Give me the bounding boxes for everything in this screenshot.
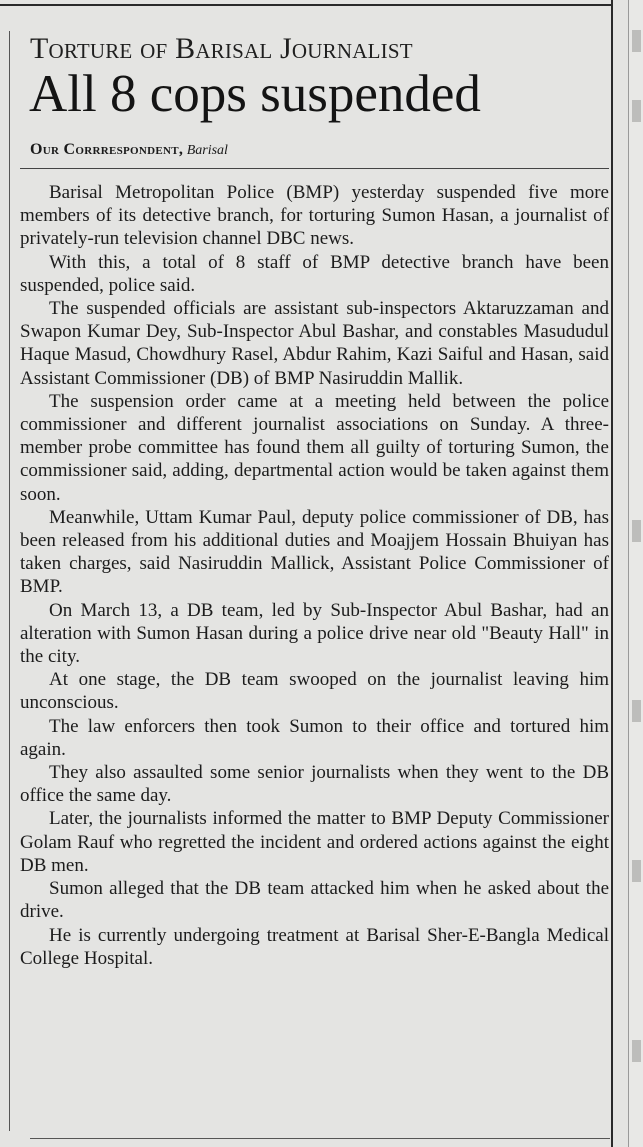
left-column-rule [9, 31, 10, 1131]
article-paragraph: The suspension order came at a meeting held between the police commissioner and different journalist associations on Sunday. A three-member probe committee has found them all guilty of torturing Sumon, the commissioner said, adding, departmental action would be taken against them soon. [20, 390, 609, 505]
article-paragraph: At one stage, the DB team swooped on the journalist leaving him unconscious. [20, 669, 609, 714]
article-kicker: Torture of Barisal Journalist [30, 32, 413, 65]
article-body [20, 181, 609, 970]
article-paragraph: They also assaulted some senior journalists when they went to the DB office the same day. [20, 762, 609, 807]
byline-author: Our Corrrespondent, [30, 141, 184, 158]
adjacent-column-edge [628, 0, 643, 1147]
edge-mark [632, 30, 641, 52]
news-article [20, 28, 610, 970]
article-paragraph: Meanwhile, Uttam Kumar Paul, deputy police commissioner of DB, has been released from his additional duties and Moajjem Hossain Bhuiyan has taken charges, said Nasiruddin Mallick, Assistant Police Commissioner of BMP. [20, 506, 609, 598]
article-headline: All 8 cops suspended [29, 65, 481, 123]
bottom-rule [30, 1138, 610, 1139]
edge-mark [632, 520, 641, 542]
article-paragraph: The suspended officials are assistant sub-inspectors Aktaruzzaman and Swapon Kumar Dey, Sub-Inspector Abul Bashar, and constables Masududul Haque Masud, Chowdhury Rasel, Abdur Rahim, Kazi Saiful and Hasan, said Assistant Commissioner (DB) of BMP Nasiruddin Mallik. [20, 298, 609, 389]
article-paragraph: With this, a total of 8 staff of BMP detective branch have been suspended, police said. [20, 251, 609, 296]
top-column-rule [0, 4, 612, 6]
edge-mark [632, 700, 641, 722]
right-column-rule [611, 0, 613, 1147]
edge-mark [632, 1040, 641, 1062]
edge-mark [632, 860, 641, 882]
article-paragraph: Sumon alleged that the DB team attacked him when he asked about the drive. [20, 878, 609, 923]
edge-mark [632, 100, 641, 122]
article-paragraph: Later, the journalists informed the matter to BMP Deputy Commissioner Golam Rauf who regretted the incident and ordered actions against the eight DB men. [20, 808, 609, 876]
article-byline [30, 141, 610, 160]
article-paragraph: On March 13, a DB team, led by Sub-Inspector Abul Bashar, had an alteration with Sumon Hasan during a police drive near old "Beauty Hall" in the city. [20, 599, 609, 668]
byline-divider [20, 168, 609, 169]
article-paragraph: Barisal Metropolitan Police (BMP) yesterday suspended five more members of its detective branch, for torturing Sumon Hasan, a journalist of privately-run television channel DBC news. [20, 182, 609, 250]
byline-place: Barisal [186, 143, 228, 158]
article-paragraph: He is currently undergoing treatment at Barisal Sher-E-Bangla Medical College Hospital. [20, 924, 609, 969]
article-paragraph: The law enforcers then took Sumon to their office and tortured him again. [20, 715, 609, 760]
